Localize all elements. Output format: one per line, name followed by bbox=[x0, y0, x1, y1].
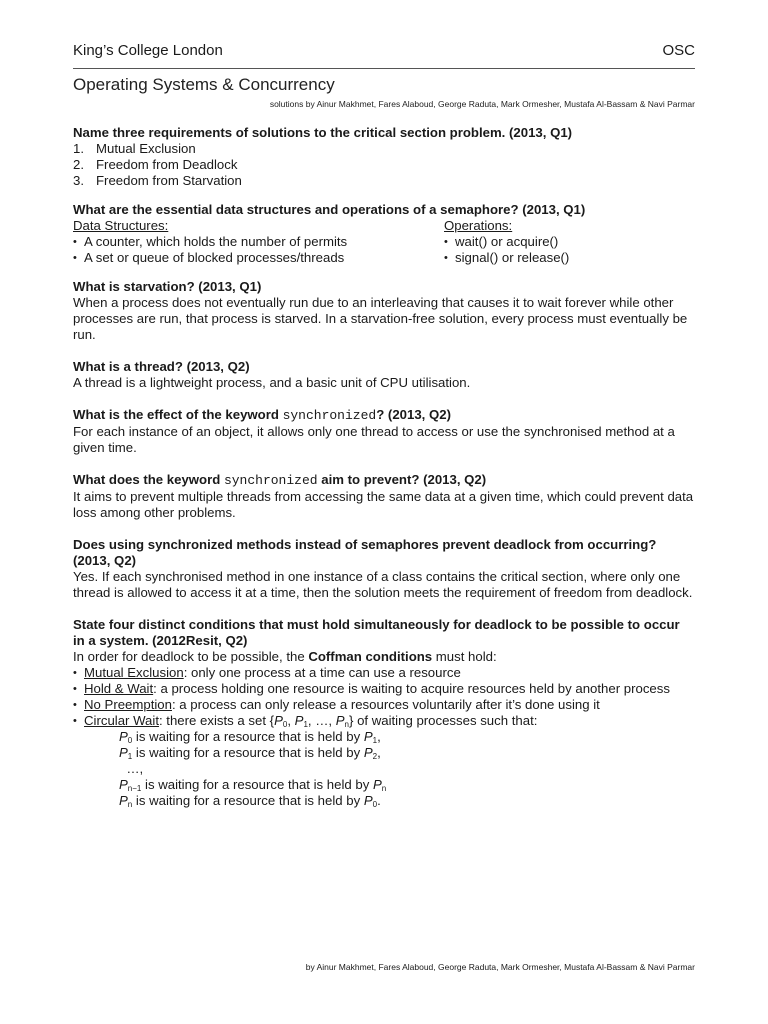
semaphore-columns bbox=[73, 218, 695, 266]
code-keyword: synchronized bbox=[223, 473, 318, 488]
answer-text: Yes. If each synchronised method in one instance of a class contains the critical section, where only one thread is allowed to access it at a time, then the solution meets the requirement of freedom from deadlock. bbox=[73, 569, 693, 600]
column-heading: Operations: bbox=[444, 218, 513, 233]
item-text: Mutual Exclusion bbox=[96, 141, 196, 156]
question-heading: What is starvation? (2013, Q1) bbox=[73, 279, 262, 294]
chain-line: $P_0$ is waiting for a resource that is held by $P_1$, bbox=[119, 729, 381, 745]
question-text: ? (2013, Q2) bbox=[376, 407, 451, 422]
chain-line: …, bbox=[126, 761, 144, 776]
question-synchronized-aim bbox=[73, 472, 695, 521]
question-heading: State four distinct conditions that must hold simultaneously for deadlock to be possible to occur in a system. (2012Resit, Q2) bbox=[73, 617, 680, 648]
circular-wait-chain bbox=[73, 729, 695, 809]
list-item: • wait() or acquire() bbox=[444, 234, 644, 250]
question-thread bbox=[73, 359, 695, 391]
list-item bbox=[73, 141, 695, 157]
question-text: What is the effect of the keyword bbox=[73, 407, 283, 422]
question-heading: What is a thread? (2013, Q2) bbox=[73, 359, 250, 374]
condition-text: : a process can only release a resources voluntarily after it’s done using it bbox=[171, 697, 600, 712]
list-item bbox=[73, 157, 695, 173]
question-starvation bbox=[73, 279, 695, 343]
question-heading: What are the essential data structures and operations of a semaphore? (2013, Q1) bbox=[73, 202, 586, 217]
question-semaphore bbox=[73, 202, 695, 266]
item-text: Freedom from Deadlock bbox=[96, 157, 238, 172]
operations-column bbox=[444, 218, 644, 266]
question-critical-section bbox=[73, 125, 695, 189]
question-text: What does the keyword bbox=[73, 472, 224, 487]
coffman-term: Coffman conditions bbox=[308, 649, 433, 664]
condition-item bbox=[73, 681, 695, 697]
list-item bbox=[73, 173, 695, 189]
chain-line: $P_{n-1}$ is waiting for a resource that is held by $P_n$ bbox=[119, 777, 387, 793]
header-rule bbox=[73, 68, 695, 69]
list-item: • A set or queue of blocked processes/threads bbox=[73, 250, 444, 266]
item-number: 1. bbox=[73, 141, 84, 156]
intro-text: must hold: bbox=[432, 649, 497, 664]
intro-text: In order for deadlock to be possible, the bbox=[73, 649, 309, 664]
running-header bbox=[73, 42, 695, 59]
question-heading bbox=[73, 472, 695, 489]
condition-item: • Circular Wait: there exists a set {$P_0$, $P_1$, …, $P_n$} of waiting processes such that: bbox=[73, 713, 695, 729]
condition-text: : a process holding one resource is waiting to acquire resources held by another process bbox=[153, 681, 670, 696]
conditions-list bbox=[73, 665, 695, 729]
condition-term: Mutual Exclusion bbox=[84, 665, 184, 680]
condition-text: : there exists a set { bbox=[158, 713, 275, 728]
list-item: • A counter, which holds the number of permits bbox=[73, 234, 444, 250]
question-heading: Does using synchronized methods instead of semaphores prevent deadlock from occurring? (2013, Q2) bbox=[73, 537, 657, 568]
condition-term: Hold & Wait bbox=[84, 681, 154, 696]
answer-text: For each instance of an object, it allows only one thread to access or use the synchronised method at a given time. bbox=[73, 424, 675, 455]
data-structures-column bbox=[73, 218, 444, 266]
question-coffman bbox=[73, 617, 695, 809]
answer-intro bbox=[73, 649, 695, 665]
question-synchronized-effect bbox=[73, 407, 695, 456]
item-text: Freedom from Starvation bbox=[96, 173, 242, 188]
institution-name: King’s College London bbox=[73, 42, 223, 59]
condition-text: } of waiting processes such that: bbox=[349, 713, 538, 728]
condition-text: : only one process at a time can use a resource bbox=[183, 665, 461, 680]
document-body bbox=[73, 125, 695, 825]
column-heading: Data Structures: bbox=[73, 218, 169, 233]
question-deadlock-prevention bbox=[73, 537, 695, 601]
question-heading bbox=[73, 407, 695, 424]
answer-text: When a process does not eventually run due to an interleaving that causes it to wait forever while other processes are run, that process is starved. In a starvation-free solution, every process must eventually be run. bbox=[73, 295, 688, 342]
condition-term: Circular Wait bbox=[84, 713, 159, 728]
condition-item bbox=[73, 665, 695, 681]
condition-term: No Preemption bbox=[84, 697, 172, 712]
page-footer: by Ainur Makhmet, Fares Alaboud, George Raduta, Mark Ormesher, Mustafa Al-Bassam & Navi Parmar bbox=[305, 962, 695, 972]
chain-line: $P_1$ is waiting for a resource that is held by $P_2$, bbox=[119, 745, 381, 761]
code-keyword: synchronized bbox=[282, 408, 377, 423]
answer-text: It aims to prevent multiple threads from accessing the same data at a given time, which could prevent data loss among other problems. bbox=[73, 489, 694, 520]
document-title: Operating Systems & Concurrency bbox=[73, 75, 335, 94]
item-number: 2. bbox=[73, 157, 84, 172]
question-heading: Name three requirements of solutions to the critical section problem. (2013, Q1) bbox=[73, 125, 573, 140]
list-item: • signal() or release() bbox=[444, 250, 644, 266]
course-code: OSC bbox=[662, 42, 695, 59]
requirements-list bbox=[73, 141, 695, 189]
answer-text: A thread is a lightweight process, and a basic unit of CPU utilisation. bbox=[73, 375, 471, 390]
question-text: aim to prevent? (2013, Q2) bbox=[317, 472, 487, 487]
authors-line: solutions by Ainur Makhmet, Fares Alaboud, George Raduta, Mark Ormesher, Mustafa Al-Bassam & Navi Parmar bbox=[269, 99, 695, 109]
chain-line: $P_n$ is waiting for a resource that is held by $P_0$. bbox=[119, 793, 381, 809]
condition-item bbox=[73, 697, 695, 713]
item-number: 3. bbox=[73, 173, 84, 188]
